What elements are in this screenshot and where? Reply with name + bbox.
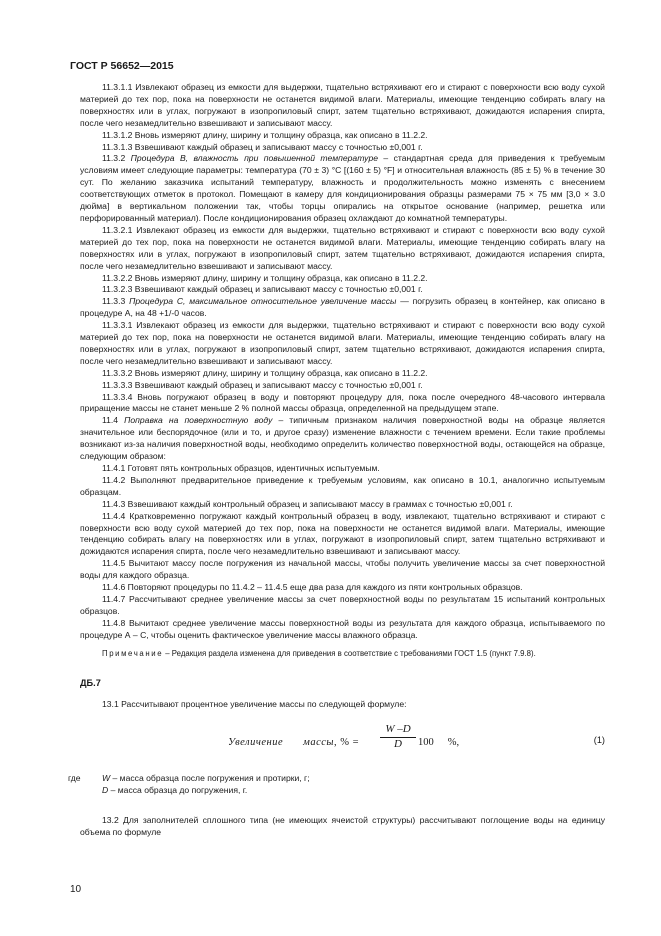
formula-percent: %, bbox=[447, 737, 460, 749]
paragraph-11-4 bbox=[80, 415, 605, 463]
para-text: — погрузить образец в контейнер, как описано в процедуре А, на 48 +1/-0 часов. bbox=[80, 296, 605, 319]
para-number: 11.3.3 bbox=[102, 296, 126, 307]
equation-number: (1) bbox=[593, 735, 605, 746]
paragraph-11-4-8: 11.4.8 Вычитают среднее увеличение массы поверхностной воды из результата для каждого образца, испытываемого по процедуре А – С, чтобы оценить фактическое увеличение массы влажного образца. bbox=[80, 617, 605, 640]
paragraph-11-4-4: 11.4.4 Кратковременно погружают каждый контрольный образец в воду, извлекают, тщательно встряхивают и стирают с поверхности всю воду сухой материей до тех пор, пока на поверхности не останется видимой влаги. Материалы, имеющие тенденцию собирать влагу на поверхностях или в углах, погружают в изопропиловый спирт, затем тщательно встряхивают и дожидаются испарения спирта, после чего незамедлительно взвешивают и записывают массу. bbox=[80, 510, 605, 557]
formula-word-mass: массы bbox=[303, 737, 335, 749]
paragraph-11-4-2: 11.4.2 Выполняют предварительное приведение к требуемым условиям, как описано в 10.1, аналогично испытуемым образцам. bbox=[80, 474, 605, 497]
document-header: ГОСТ Р 56652—2015 bbox=[70, 60, 174, 72]
legend-lead: где bbox=[68, 773, 81, 784]
formula-lhs-rest: , % = bbox=[334, 737, 360, 749]
procedure-b-title: Процедура B, влажность при повышенной температуре bbox=[130, 153, 379, 164]
surface-water-title: Поправка на поверхностную воду bbox=[124, 415, 273, 426]
formula-1 bbox=[80, 721, 605, 767]
paragraph-11-3-3-1: 11.3.3.1 Извлекают образец из емкости для выдержки, тщательно встряхивают и стирают с поверхности всю воду сухой материей до тех пор, пока на поверхности не останется видимой влаги. Материалы, имеющие тенденцию собирать влагу на поверхностях или в углах, погружают в изопропиловый спирт, затем тщательно встряхивают, дожидаются испарения спирта, после чего незамедлительно взвешивают и записывают массу. bbox=[80, 320, 605, 366]
legend-row-d bbox=[80, 785, 605, 797]
para-number: 11.3.2 bbox=[102, 153, 126, 164]
formula-numerator: W –D bbox=[380, 724, 416, 738]
paragraph-11-3-3 bbox=[80, 296, 605, 320]
legend-text-d: – масса образца до погружения, г. bbox=[108, 785, 248, 796]
section-heading: ДБ.7 bbox=[80, 677, 101, 688]
paragraph-11-3-1-3: 11.3.1.3 Взвешивают каждый образец и записывают массу с точностью ±0,001 г. bbox=[102, 141, 423, 152]
legend-row-w bbox=[68, 773, 605, 785]
paragraph-11-3-2 bbox=[80, 153, 605, 224]
paragraph-11-3-2-1: 11.3.2.1 Извлекают образец из емкости для выдержки, тщательно встряхивают и стирают с поверхности всю воду сухой материей до тех пор, пока на поверхности не останется видимой влаги. Материалы, имеющие тенденцию собирать влагу на поверхностях или в углах, погружают в изопропиловый спирт, затем тщательно встряхивают, дожидаются испарения спирта, после чего незамедлительно взвешивают и записывают массу. bbox=[80, 224, 605, 271]
document-body bbox=[68, 82, 606, 839]
paragraph-11-4-3: 11.4.3 Взвешивают каждый контрольный образец и записывают массу в граммах с точностью ±0,001 г. bbox=[102, 498, 513, 509]
paragraph-11-3-3-4: 11.3.3.4 Вновь погружают образец в воду и повторяют процедуру для, пока после очередного 48-часового интервала приращение массы не станет меньше 2 % полной массы образца, определенной на предыдущем этапе. bbox=[80, 391, 605, 414]
paragraph-11-3-3-2: 11.3.3.2 Вновь измеряют длину, ширину и толщину образца, как описано в 11.2.2. bbox=[102, 367, 428, 378]
formula-factor: 100 bbox=[418, 737, 434, 749]
note bbox=[80, 648, 605, 660]
formula-legend bbox=[68, 773, 605, 797]
page-number: 10 bbox=[70, 884, 82, 895]
legend-symbol-d: D bbox=[102, 785, 109, 796]
paragraph-11-3-2-2: 11.3.2.2 Вновь измеряют длину, ширину и толщину образца, как описано в 11.2.2. bbox=[102, 272, 428, 283]
note-label: Примечание bbox=[102, 648, 164, 658]
formula-word-increase: Увеличение bbox=[228, 737, 284, 749]
paragraph-11-4-5: 11.4.5 Вычитают массу после погружения из начальной массы, чтобы получить увеличение массы за счет поверхностной воды для каждого образца. bbox=[80, 558, 605, 581]
para-number: 11.4 bbox=[102, 415, 119, 426]
paragraph-11-4-6: 11.4.6 Повторяют процедуры по 11.4.2 – 11.4.5 еще два раза для каждого из пяти контрольных образцов. bbox=[102, 582, 523, 593]
legend-text-w: – масса образца после погружения и протирки, г; bbox=[110, 773, 310, 784]
formula-tail bbox=[418, 737, 459, 749]
legend-symbol-w: W bbox=[102, 773, 111, 784]
paragraph-11-3-1-2: 11.3.1.2 Вновь измеряют длину, ширину и толщину образца, как описано в 11.2.2. bbox=[102, 129, 428, 140]
note-text: – Редакция раздела изменена для приведения в соответствие с требованиями ГОСТ 1.5 (пункт 7.9.8). bbox=[163, 648, 536, 658]
paragraph-11-3-3-3: 11.3.3.3 Взвешивают каждый образец и записывают массу с точностью ±0,001 г. bbox=[102, 379, 423, 390]
formula-denominator: D bbox=[394, 738, 402, 751]
paragraph-11-4-7: 11.4.7 Рассчитывают среднее увеличение массы за счет поверхностной воды по результатам 15 испытаний контрольных образцов. bbox=[80, 593, 605, 616]
paragraph-11-4-1: 11.4.1 Готовят пять контрольных образцов, идентичных испытуемым. bbox=[102, 463, 380, 473]
para-text: – стандартная среда для приведения к требуемым условиям имеет следующие параметры: температура (70 ± 3) °С [(160 ± 5) °F] и относительная влажность (85 ± 5) % в течение 30 сут. По желанию заказчика испытаний температуру, влажность и продолжительность можно изменять с внесением соответствующих отметок в протокол. Помещают в камеру для кондиционирования образцы размерами 75 × 75 мм [3,0 × 3.0 дюйма] в вертикальном положении так, чтобы торцы опирались на открытое основание (например, решетка или перфорированный материал). После кондиционирования образец охлаждают до комнатной температуры. bbox=[80, 153, 606, 223]
para-text: – типичным признаком наличия поверхностной воды на образце является значительное или беспорядочное (или и то, и другое сразу) изменение влажности с течением времени. Если такие проблемы возникают из-за наличия поверхностной воды, необходимо определить количество поверхностной воды, остающейся на образце, следующим образом: bbox=[80, 415, 606, 462]
procedure-c-title: Процедура С, максимальное относительное увеличение массы bbox=[129, 296, 397, 307]
paragraph-11-3-1-1: 11.3.1.1 Извлекают образец из емкости для выдержки, тщательно встряхивают его и стирают с поверхности всю воду сухой материей до тех пор, пока на поверхности не останется видимой влаги. Материалы, имеющие тенденцию собирать влагу на поверхностях или в углах, погружают в изопропиловый спирт, затем тщательно встряхивают, дожидаются испарения спирта, после чего незамедлительно взвешивают и записывают массу. bbox=[80, 82, 605, 128]
paragraph-13-1: 13.1 Рассчитывают процентное увеличение массы по следующей формуле: bbox=[102, 699, 407, 710]
formula-fraction bbox=[380, 724, 416, 751]
paragraph-11-3-2-3: 11.3.2.3 Взвешивают каждый образец и записывают массу с точностью ±0,001 г. bbox=[102, 284, 423, 295]
formula-lhs bbox=[228, 737, 359, 749]
paragraph-13-2: 13.2 Для заполнителей сплошного типа (не имеющих ячеистой структуры) рассчитывают поглощение воды на единицу объема по формуле bbox=[80, 815, 605, 838]
